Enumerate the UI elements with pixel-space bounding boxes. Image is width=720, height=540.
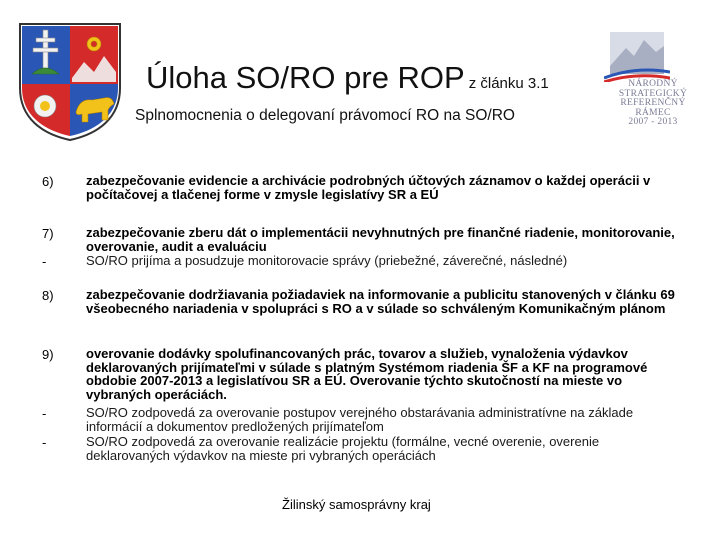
mountain-logo-icon [604, 26, 670, 82]
nsrr-logo [596, 26, 692, 130]
page-title-main: Úloha SO/RO pre ROP [146, 60, 465, 95]
item-marker: - [42, 406, 47, 421]
page-title-article: z článku 3.1 [468, 75, 549, 92]
item-marker: 6) [42, 174, 54, 189]
logo-line: RÁMEC [635, 107, 671, 118]
item-text: zabezpečovanie evidencie a archivácie podrobných účtových záznamov o každej operácii v počítačovej a tlačenej forme v zmysle legislatívy SR a EÚ [86, 173, 651, 202]
item-text: overovanie dodávky spolufinancovaných prác, tovarov a služieb, vynaloženia výdavkov deklarovaných prijímateľmi v súlade s platným Systémom riadenia ŠF a KF na programové obdobie 2007-2013 a legislatívou SR a EÚ. Overovanie týchto skutočností na mieste vo vybraných operáciách. [86, 346, 648, 402]
nsrr-logo-text [616, 80, 690, 128]
logo-line: 2007 - 2013 [628, 117, 678, 127]
footer-text: Žilinský samosprávny kraj [282, 497, 431, 512]
coat-of-arms-emblem [18, 22, 122, 142]
logo-line: STRATEGICKÝ [618, 88, 688, 99]
item-marker: 9) [42, 347, 54, 362]
item-text: SO/RO zodpovedá za overovanie realizácie projektu (formálne, vecné overenie, overenie deklarovaných výdavkov na mieste pri vybraných operáciách [86, 434, 600, 463]
item-marker: - [42, 435, 47, 450]
item-text: zabezpečovanie dodržiavania požiadaviek na informovanie a publicitu stanovených v článku 69 všeobecného nariadenia v spolupráci s RO a v súlade so schváleným Komunikačným plánom [86, 287, 675, 316]
page-subtitle: Splnomocnenia o delegovaní právomocí RO na SO/RO [135, 107, 515, 124]
item-text: SO/RO prijíma a posudzuje monitorovacie správy (priebežné, záverečné, následné) [86, 253, 568, 268]
logo-line: NÁRODNÝ [628, 79, 678, 89]
item-marker: - [42, 254, 47, 269]
item-marker: 8) [42, 288, 54, 303]
logo-line: REFERENČNÝ [620, 98, 686, 108]
item-text: SO/RO zodpovedá za overovanie postupov verejného obstarávania administratívne na základe informácií a dokumentov predložených prijímateľom [86, 405, 634, 434]
page-title [146, 60, 549, 96]
item-marker: 7) [42, 226, 54, 241]
item-text: zabezpečovanie zberu dát o implementácii nevyhnutných pre finančné riadenie, monitorovanie, overovanie, audit a evaluáciu [86, 225, 675, 254]
